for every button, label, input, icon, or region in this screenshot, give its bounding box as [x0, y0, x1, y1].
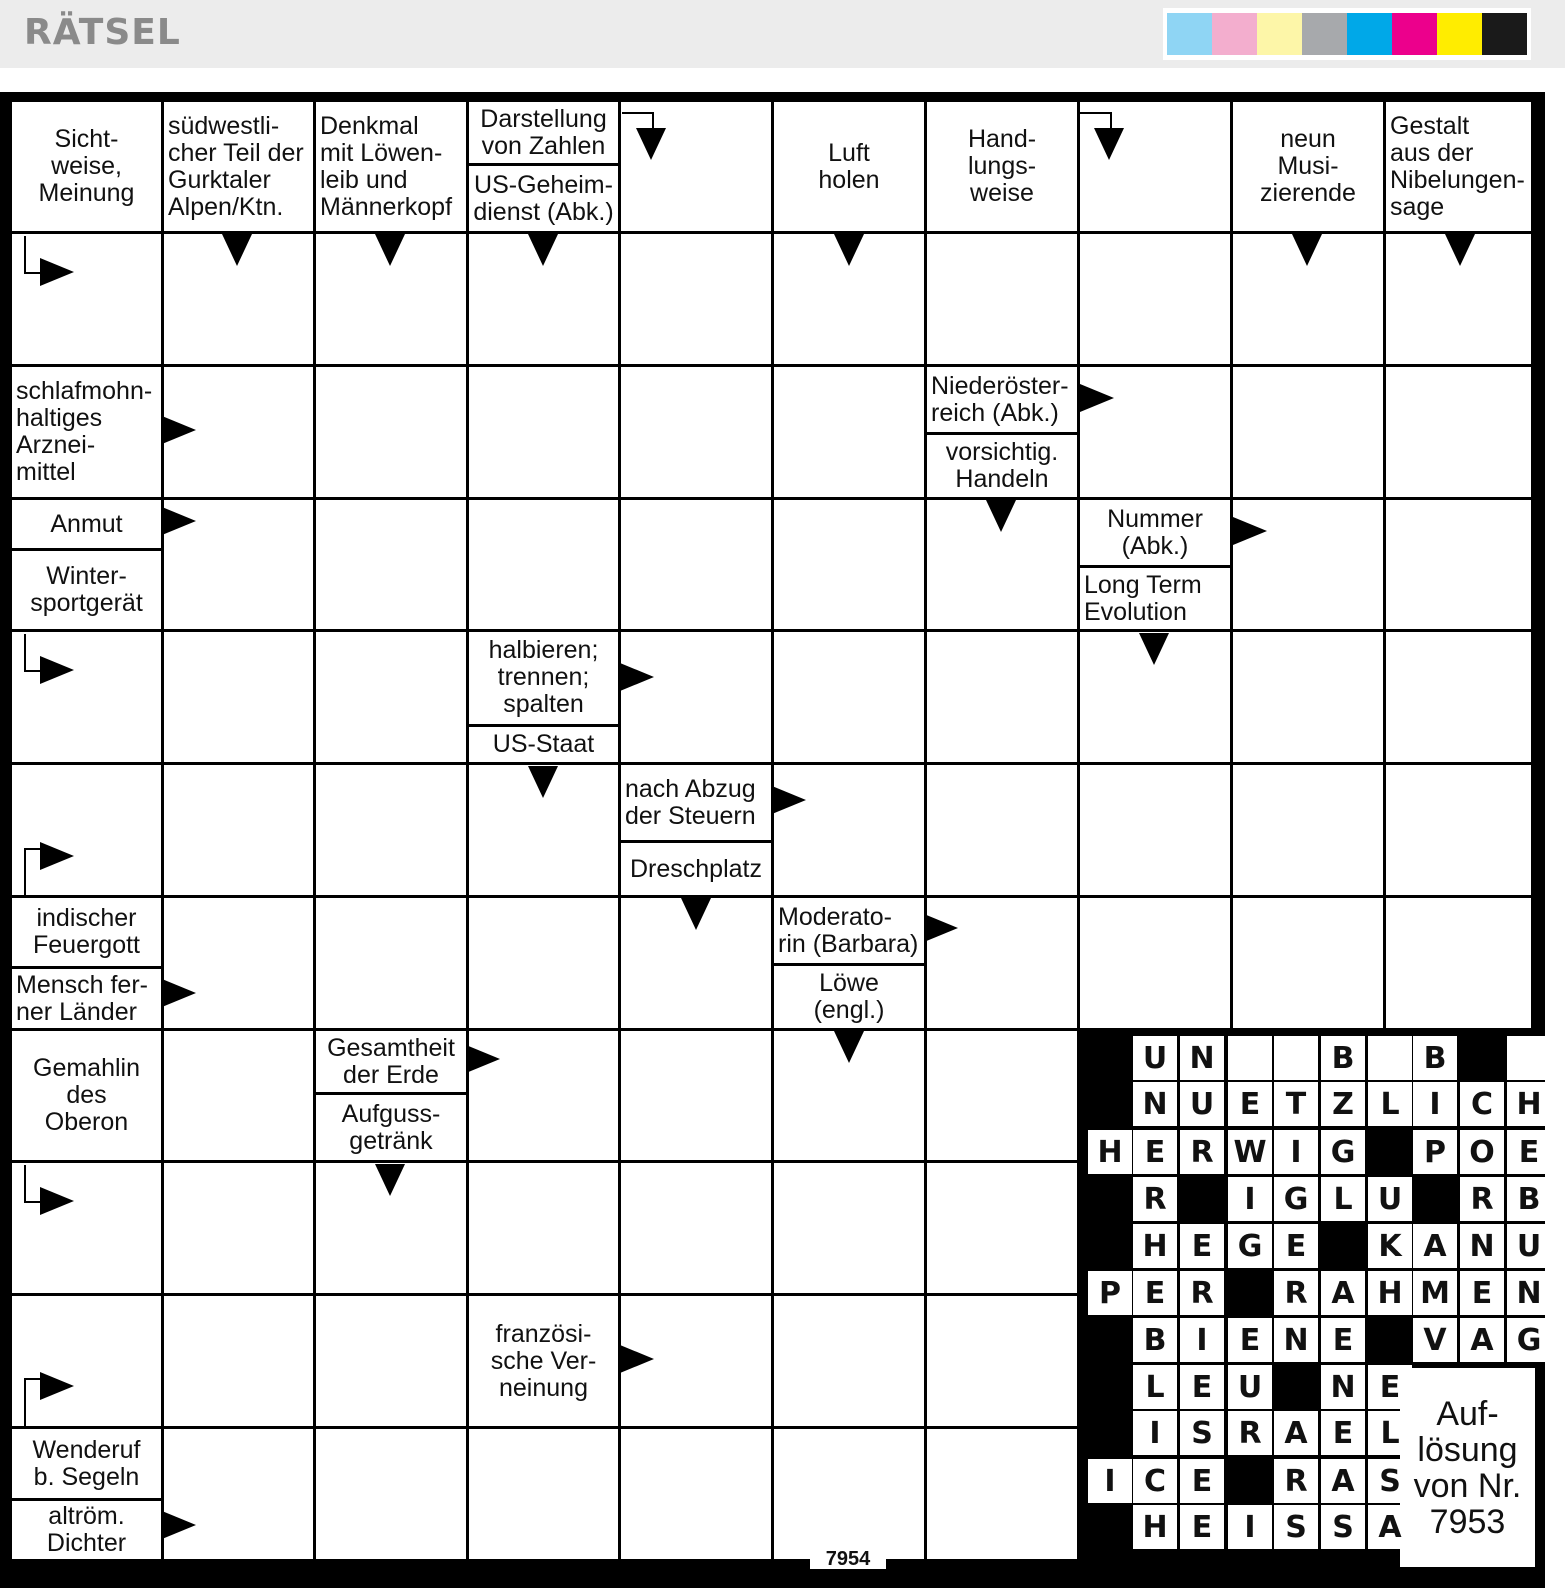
header-bar — [0, 0, 1565, 68]
color-swatch — [1482, 13, 1527, 55]
print-color-bar — [1163, 8, 1531, 60]
solution-letter: S — [1368, 1459, 1412, 1503]
solution-letter: E — [1274, 1224, 1318, 1268]
answer-cell[interactable] — [621, 500, 771, 629]
solution-letter: P — [1088, 1271, 1132, 1315]
solution-letter: R — [1180, 1271, 1224, 1315]
arrow-down-icon — [222, 234, 252, 266]
solution-blank-cell — [1228, 1036, 1272, 1080]
answer-cell[interactable] — [774, 1296, 924, 1426]
solution-letter: U — [1507, 1224, 1551, 1268]
solution-letter: S — [1274, 1505, 1318, 1549]
answer-cell[interactable] — [164, 1163, 313, 1293]
solution-letter: B — [1133, 1318, 1177, 1362]
answer-cell[interactable] — [1080, 898, 1230, 1028]
puzzle-number: 7954 — [810, 1545, 886, 1569]
solution-letter: A — [1413, 1224, 1457, 1268]
clue-mensch — [12, 969, 161, 1028]
solution-letter: G — [1228, 1224, 1272, 1268]
clue-cell — [927, 102, 1077, 231]
clue-text: US-Staat — [492, 730, 595, 758]
answer-cell[interactable] — [927, 1031, 1077, 1160]
solution-letter: E — [1368, 1365, 1412, 1409]
solution-letter: E — [1180, 1365, 1224, 1409]
solution-letter: W — [1228, 1130, 1272, 1174]
solution-letter: E — [1180, 1224, 1224, 1268]
solution-letter: U — [1228, 1365, 1272, 1409]
solution-letter: E — [1460, 1271, 1504, 1315]
clue-text: Gestalt aus der Nibelungen- sage — [1390, 111, 1525, 221]
clue-cell — [316, 1031, 466, 1160]
solution-letter: R — [1180, 1130, 1224, 1174]
clue-text: Dreschplatz — [630, 854, 762, 883]
clue-text: französi- sche Ver- neinung — [490, 1319, 597, 1402]
clue-text: nach Abzug der Steuern — [625, 774, 756, 830]
clue-cell — [774, 898, 924, 1028]
arrow-right-icon — [466, 1045, 500, 1073]
clue-cell — [12, 102, 161, 231]
answer-cell[interactable] — [1386, 898, 1531, 1028]
solution-letter: H — [1368, 1271, 1412, 1315]
answer-cell[interactable] — [316, 898, 466, 1028]
clue-cell — [469, 1296, 618, 1426]
clue-cell — [12, 898, 161, 1028]
answer-cell[interactable] — [1233, 632, 1383, 762]
clue-denkmal — [316, 102, 466, 231]
arrow-down-icon — [528, 766, 558, 798]
answer-cell[interactable] — [469, 1429, 618, 1559]
clue-dreschplatz — [621, 843, 771, 895]
solution-letter: L — [1368, 1411, 1412, 1455]
clue-nach-abzug — [621, 765, 771, 840]
answer-cell[interactable] — [774, 367, 924, 497]
solution-blank-cell — [1274, 1036, 1318, 1080]
answer-cell[interactable] — [316, 500, 466, 629]
arrow-right-icon — [40, 258, 74, 286]
arrow-right-icon — [1233, 517, 1267, 545]
solution-blank-cell — [1507, 1036, 1551, 1080]
clue-darstellung — [469, 102, 618, 163]
solution-letter: N — [1180, 1036, 1224, 1080]
clue-niederoesterreich — [927, 367, 1077, 432]
answer-cell[interactable] — [621, 1163, 771, 1293]
solution-letter: C — [1133, 1459, 1177, 1503]
solution-letter: B — [1507, 1177, 1551, 1221]
clue-franzoesisch — [469, 1296, 618, 1426]
solution-letter: U — [1180, 1082, 1224, 1126]
solution-letter: N — [1460, 1224, 1504, 1268]
answer-cell[interactable] — [927, 1163, 1077, 1293]
clue-altroem — [12, 1501, 161, 1559]
solution-letter: I — [1180, 1318, 1224, 1362]
solution-letter: R — [1460, 1177, 1504, 1221]
solution-letter: E — [1228, 1082, 1272, 1126]
solution-letter: L — [1321, 1177, 1365, 1221]
solution-letter: G — [1274, 1177, 1318, 1221]
solution-letter: U — [1368, 1177, 1412, 1221]
color-swatch — [1347, 13, 1392, 55]
answer-cell[interactable] — [164, 1296, 313, 1426]
clue-text: indischer Feuergott — [32, 904, 140, 959]
solution-letter: N — [1133, 1082, 1177, 1126]
arrow-down-icon — [1139, 633, 1169, 665]
solution-letter: I — [1413, 1082, 1457, 1126]
arrow-bend-icon — [24, 848, 44, 896]
answer-cell[interactable] — [164, 1031, 313, 1160]
answer-cell[interactable] — [1386, 500, 1531, 629]
clue-gemahlin — [12, 1031, 161, 1160]
clue-text: Moderato- rin (Barbara) — [778, 902, 919, 958]
clue-cell — [12, 500, 161, 629]
solution-letter: A — [1460, 1318, 1504, 1362]
clue-text: Löwe (engl.) — [813, 969, 885, 1024]
clue-text: neun Musi- zierende — [1260, 125, 1356, 207]
solution-caption: Auf- lösung von Nr. 7953 — [1400, 1368, 1535, 1567]
solution-letter: L — [1368, 1082, 1412, 1126]
clue-text: Denkmal mit Löwen- leib und Männerkopf — [320, 111, 453, 221]
clue-text: Niederöster- reich (Abk.) — [931, 371, 1069, 427]
arrow-down-icon — [1292, 234, 1322, 266]
answer-cell[interactable] — [927, 234, 1077, 364]
arrow-down-icon — [986, 500, 1016, 532]
solution-letter: E — [1133, 1271, 1177, 1315]
clue-text: halbieren; trennen; spalten — [488, 635, 599, 718]
clue-text: Wenderuf b. Segeln — [32, 1435, 141, 1491]
answer-cell[interactable] — [1386, 367, 1531, 497]
clue-cell — [12, 367, 161, 497]
answer-cell[interactable] — [316, 367, 466, 497]
clue-cell — [927, 367, 1077, 497]
clue-cell — [1386, 102, 1531, 231]
clue-cell — [12, 1031, 161, 1160]
answer-cell[interactable] — [316, 1429, 466, 1559]
answer-cell[interactable] — [1386, 765, 1531, 895]
clue-luft-holen — [774, 102, 924, 231]
clue-text: Gemahlin des Oberon — [33, 1054, 140, 1136]
arrow-down-icon — [681, 898, 711, 930]
clue-nummer — [1080, 500, 1230, 565]
answer-cell[interactable] — [1233, 765, 1383, 895]
solution-letter: T — [1274, 1082, 1318, 1126]
solution-letter: I — [1088, 1459, 1132, 1503]
solution-letter: R — [1274, 1271, 1318, 1315]
clue-text: südwestli- cher Teil der Gurktaler Alpen/Ktn. — [168, 111, 304, 221]
answer-cell[interactable] — [621, 367, 771, 497]
clue-cell — [164, 102, 313, 231]
clue-cell — [469, 102, 618, 231]
answer-cell[interactable] — [927, 632, 1077, 762]
clue-cell — [469, 632, 618, 762]
clue-text: Aufguss- getränk — [341, 1099, 441, 1155]
clue-gesamtheit — [316, 1031, 466, 1092]
color-swatch — [1392, 13, 1437, 55]
arrow-right-icon — [924, 914, 958, 942]
clue-text: Anmut — [50, 509, 123, 538]
solution-letter: I — [1228, 1505, 1272, 1549]
answer-cell[interactable] — [164, 1429, 313, 1559]
solution-letter: A — [1368, 1505, 1412, 1549]
clue-text: Darstellung von Zahlen — [480, 104, 607, 160]
clue-wintersport — [12, 551, 161, 629]
answer-cell[interactable] — [774, 500, 924, 629]
clue-us-geheimdienst — [469, 166, 618, 231]
solution-letter: A — [1321, 1459, 1365, 1503]
solution-letter: H — [1507, 1082, 1551, 1126]
clue-cell — [316, 102, 466, 231]
solution-letter: B — [1413, 1036, 1457, 1080]
arrow-right-icon — [162, 507, 196, 535]
solution-letter: U — [1133, 1036, 1177, 1080]
color-swatch — [1437, 13, 1482, 55]
arrow-right-icon — [40, 656, 74, 684]
arrow-right-icon — [40, 1372, 74, 1400]
clue-cell — [1233, 102, 1383, 231]
solution-letter: O — [1460, 1130, 1504, 1174]
solution-letter: S — [1321, 1505, 1365, 1549]
answer-cell[interactable] — [469, 367, 618, 497]
solution-blank-cell — [1368, 1036, 1412, 1080]
answer-cell[interactable] — [621, 234, 771, 364]
clue-cell — [621, 765, 771, 895]
clue-text: Winter- sportgerät — [30, 562, 143, 617]
clue-gestalt — [1386, 102, 1531, 231]
solution-letter: A — [1274, 1411, 1318, 1455]
solution-letter: H — [1133, 1505, 1177, 1549]
solution-letter: E — [1228, 1318, 1272, 1362]
color-swatch — [1167, 13, 1212, 55]
solution-letter: V — [1413, 1318, 1457, 1362]
clue-cell — [774, 102, 924, 231]
answer-cell[interactable] — [927, 1296, 1077, 1426]
clue-text: schlafmohn- haltiges Arznei- mittel — [16, 377, 153, 486]
clue-loewe — [774, 966, 924, 1028]
solution-letter: N — [1274, 1318, 1318, 1362]
clue-long-term — [1080, 568, 1230, 629]
answer-cell[interactable] — [1233, 367, 1383, 497]
solution-letter: I — [1274, 1130, 1318, 1174]
answer-cell[interactable] — [316, 765, 466, 895]
answer-cell[interactable] — [774, 1429, 924, 1559]
solution-letter: E — [1180, 1459, 1224, 1503]
solution-letter: H — [1088, 1130, 1132, 1174]
answer-cell[interactable] — [774, 765, 924, 895]
solution-letter: G — [1321, 1130, 1365, 1174]
arrow-right-icon — [620, 663, 654, 691]
answer-cell[interactable] — [164, 765, 313, 895]
solution-letter: N — [1321, 1365, 1365, 1409]
solution-letter: L — [1133, 1365, 1177, 1409]
clue-wenderuf — [12, 1429, 161, 1498]
clue-aufguss — [316, 1095, 466, 1160]
answer-cell[interactable] — [316, 632, 466, 762]
clue-vorsichtig — [927, 435, 1077, 497]
solution-letter: E — [1180, 1505, 1224, 1549]
clue-text: altröm. Dichter — [46, 1502, 127, 1557]
arrow-down-icon — [375, 234, 405, 266]
answer-cell[interactable] — [774, 1163, 924, 1293]
arrow-down-icon — [834, 234, 864, 266]
solution-letter: I — [1228, 1177, 1272, 1221]
solution-letter: M — [1413, 1271, 1457, 1315]
arrow-down-icon — [528, 234, 558, 266]
arrow-down-icon — [375, 1164, 405, 1196]
answer-cell[interactable] — [1386, 632, 1531, 762]
answer-cell[interactable] — [469, 1163, 618, 1293]
clue-text: Gesamtheit der Erde — [327, 1033, 455, 1089]
answer-cell[interactable] — [469, 898, 618, 1028]
solution-letter: R — [1274, 1459, 1318, 1503]
solution-letter: P — [1413, 1130, 1457, 1174]
solution-letter: K — [1368, 1224, 1412, 1268]
color-swatch — [1302, 13, 1347, 55]
color-swatch — [1212, 13, 1257, 55]
solution-letter: R — [1228, 1411, 1272, 1455]
answer-cell[interactable] — [164, 632, 313, 762]
solution-letter: E — [1507, 1130, 1551, 1174]
solution-letter: E — [1133, 1130, 1177, 1174]
clue-handlungsweise — [927, 102, 1077, 231]
arrow-bend-icon — [24, 634, 44, 672]
clue-cell — [1080, 500, 1230, 629]
arrow-down-icon — [1445, 234, 1475, 266]
answer-cell[interactable] — [927, 1429, 1077, 1559]
solution-letter: E — [1321, 1318, 1365, 1362]
arrow-right-icon — [40, 842, 74, 870]
clue-anmut — [12, 500, 161, 548]
clue-text: Sicht- weise, Meinung — [38, 125, 135, 207]
clue-neun-musizierende — [1233, 102, 1383, 231]
clue-cell — [12, 1429, 161, 1559]
clue-us-staat — [469, 727, 618, 762]
solution-letter: S — [1180, 1411, 1224, 1455]
answer-cell[interactable] — [469, 500, 618, 629]
clue-suedwestlich — [164, 102, 313, 231]
answer-cell[interactable] — [1233, 898, 1383, 1028]
crossword-puzzle — [0, 92, 1545, 1588]
solution-letter: G — [1507, 1318, 1551, 1362]
arrow-right-icon — [162, 416, 196, 444]
solution-letter: E — [1321, 1411, 1365, 1455]
clue-text: vorsichtig. Handeln — [945, 438, 1059, 493]
page-title: RÄTSEL — [24, 12, 181, 53]
clue-text: Nummer (Abk.) — [1107, 504, 1203, 560]
arrow-bend-icon — [24, 1165, 44, 1203]
clue-text: Hand- lungs- weise — [967, 125, 1037, 207]
answer-cell[interactable] — [1080, 765, 1230, 895]
arrow-right-icon — [40, 1187, 74, 1215]
clue-moderatorin — [774, 898, 924, 963]
solution-letter: B — [1321, 1036, 1365, 1080]
answer-cell[interactable] — [621, 1031, 771, 1160]
arrow-bend-icon — [24, 1378, 44, 1426]
solution-letter: C — [1460, 1082, 1504, 1126]
answer-cell[interactable] — [1080, 234, 1230, 364]
arrow-right-icon — [1080, 384, 1114, 412]
clue-text: Long Term Evolution — [1084, 570, 1202, 626]
arrow-bend-icon — [24, 236, 44, 274]
answer-cell[interactable] — [316, 1296, 466, 1426]
solution-panel — [1078, 1029, 1540, 1588]
clue-indischer — [12, 898, 161, 966]
clue-text: Luft holen — [818, 138, 880, 194]
arrow-bend-icon — [622, 112, 654, 136]
arrow-right-icon — [162, 1511, 196, 1539]
answer-cell[interactable] — [621, 632, 771, 762]
color-swatch — [1257, 13, 1302, 55]
clue-halbieren — [469, 632, 618, 722]
solution-letter: N — [1507, 1271, 1551, 1315]
solution-letter: I — [1133, 1411, 1177, 1455]
answer-cell[interactable] — [164, 898, 313, 1028]
solution-letter: H — [1133, 1224, 1177, 1268]
clue-text: US-Geheim- dienst (Abk.) — [473, 170, 614, 226]
arrow-bend-icon — [1080, 112, 1112, 136]
solution-letter: R — [1133, 1177, 1177, 1221]
solution-letter: Z — [1321, 1082, 1365, 1126]
arrow-down-icon — [834, 1031, 864, 1063]
clue-text: Mensch fer- ner Länder — [16, 970, 148, 1026]
clue-sichtweise — [12, 102, 161, 231]
answer-cell[interactable] — [621, 1429, 771, 1559]
arrow-right-icon — [772, 786, 806, 814]
answer-cell[interactable] — [774, 632, 924, 762]
clue-schlafmohn — [12, 367, 161, 497]
arrow-right-icon — [620, 1345, 654, 1373]
arrow-right-icon — [162, 979, 196, 1007]
solution-letter: A — [1321, 1271, 1365, 1315]
answer-cell[interactable] — [927, 765, 1077, 895]
